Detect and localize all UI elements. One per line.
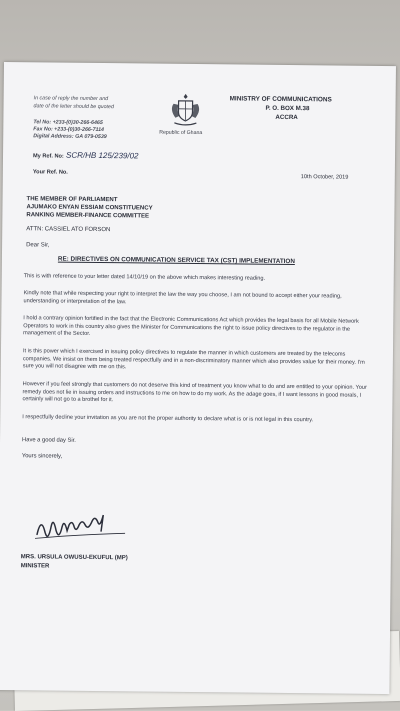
city: ACCRA: [275, 114, 297, 121]
coat-of-arms-icon: [166, 92, 204, 128]
my-ref-label: My Ref. No:: [33, 153, 64, 159]
signatory-title: MINISTER: [21, 563, 50, 569]
signature-icon: [33, 510, 143, 550]
paragraph-1: This is with reference to your letter dated 14/10/19 on the above which makes interesting reading.: [24, 273, 369, 284]
tel-number: Tel No: +233-(0)30-266-6465: [33, 119, 102, 126]
addressee-line-3: RANKING MEMBER-FINANCE COMMITTEE: [26, 212, 149, 219]
reply-note-line-2: date of the letter should be quoted: [34, 103, 114, 110]
ministry-name: MINISTRY OF COMMUNICATIONS: [230, 95, 332, 103]
your-ref-label: Your Ref. No.: [33, 169, 68, 175]
sign-off: Yours sincerely,: [22, 453, 62, 459]
addressee-line-2: AJUMAKO ENYAN ESSIAM CONSTITUENCY: [26, 204, 152, 211]
po-box: P. O. BOX M.38: [265, 105, 309, 112]
pleasantry: Have a good day Sir.: [22, 437, 76, 444]
my-ref-value: SCR/HB 125/239/02: [66, 151, 139, 161]
letter-page: [0, 62, 396, 694]
paragraph-4: It is this power which I exercised in issuing policy directives to regulate the manner in which customers are treated by the telecoms companies. We insist on them being treated respectfully and in a non-discriminatory manner which also provides value for their money. I'm sure you will not disagree with me on this.: [23, 348, 368, 374]
paragraph-6: I respectfully decline your invitation as you are not the proper authority to declare what is or is not legal in this country.: [22, 414, 367, 425]
digital-address: Digital Address: GA 079-0539: [33, 133, 107, 140]
fax-number: Fax No: +233-(0)30-266-7114: [33, 126, 104, 133]
paragraph-5: However if you feel strongly that customers do not deserve this kind of treatment you know what to do and are entitled to your opinion. Your remedy does not lie in issuing orders and instructions to me on how to do my work. As the adage goes, if I want lessons in good morals, I certainly will not go to a brothel for it.: [22, 381, 367, 407]
subject-line: RE: DIRECTIVES ON COMMUNICATION SERVICE TAX (CST) IMPLEMENTATION: [58, 256, 295, 265]
addressee-line-1: THE MEMBER OF PARLIAMENT: [27, 196, 118, 203]
reply-note-line-1: In case of reply the number and: [34, 95, 109, 102]
republic-label: Republic of Ghana: [159, 130, 202, 136]
attention-line: ATTN: CASSIEL ATO FORSON: [26, 226, 110, 233]
letter-date: 10th October, 2019: [301, 174, 349, 180]
salutation: Dear Sir,: [26, 242, 49, 248]
signatory-name: MRS. URSULA OWUSU-EKUFUL (MP): [21, 554, 128, 561]
paragraph-2: Kindly note that while respecting your right to interpret the law the way you choose, I am not bound to accept either your reading, understanding or interpretation of the law.: [23, 290, 368, 309]
paragraph-3: I hold a contrary opinion fortified in the fact that the Electronic Communications Act which provides the legal basis for all Mobile Network Operators to work in this country also gives the Minister for Communications the right to issue policy directives to the regulator in the management of the Sector.: [23, 315, 368, 341]
